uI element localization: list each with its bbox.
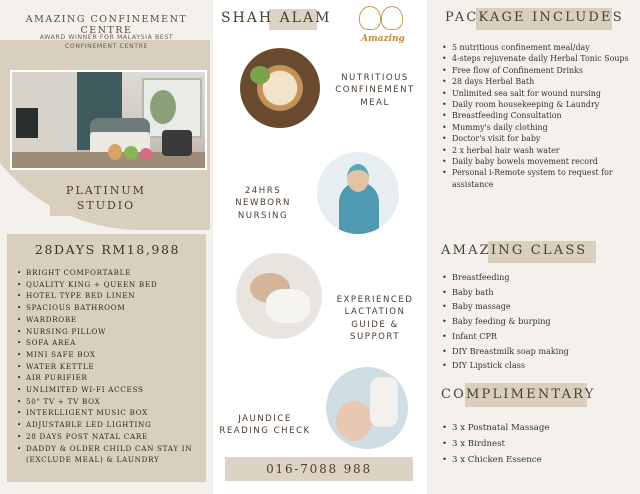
class-list — [441, 270, 637, 373]
package-item: • 2 x herbal hair wash water — [441, 145, 637, 156]
complimentary-item: • 3 x Birdnest — [441, 436, 637, 452]
package-item: • Unlimited sea salt for wound nursing — [441, 88, 637, 99]
amenity-item: • INTERLLIGENT MUSIC BOX — [17, 407, 198, 419]
package-item: • Daily baby bowels movement record — [441, 156, 637, 167]
class-item: • Baby feeding & burping — [441, 314, 637, 329]
baby-icon — [359, 6, 381, 30]
class-item: • Infant CPR — [441, 329, 637, 344]
amenity-item: • ADJUSTABLE LED LIGHTING — [17, 419, 198, 431]
class-item: • DIY Breastmilk soap making — [441, 344, 637, 359]
complimentary-list — [441, 420, 637, 468]
package-item: • 5 nutritious confinement meal/day — [441, 42, 637, 53]
price-box — [7, 234, 206, 482]
centre-title: AMAZING CONFINEMENT CENTRE — [25, 14, 188, 36]
amenity-item: • WARDROBE — [17, 314, 198, 326]
lactation-photo — [236, 253, 322, 339]
service-nursing: 24HRS NEWBORN NURSING — [235, 186, 291, 221]
class-item: • Baby bath — [441, 285, 637, 300]
amenity-item: • MINI SAFE BOX — [17, 349, 198, 361]
amenity-item: • 28 DAYS POST NATAL CARE — [17, 431, 198, 443]
package-price: 28DAYS RM18,988 — [34, 242, 181, 257]
package-item: • Doctor's visit for baby — [441, 133, 637, 144]
class-heading: AMAZING CLASS — [441, 243, 588, 258]
amenity-item: • NURSING PILLOW — [17, 326, 198, 338]
location-name: SHAH ALAM — [221, 10, 332, 26]
meal-photo — [240, 48, 320, 128]
room-type-line1: PLATINUM — [66, 184, 146, 197]
package-item: • Free flow of Confinement Drinks — [441, 65, 637, 76]
package-item: • 4-steps rejuvenate daily Herbal Tonic Soups — [441, 53, 637, 64]
package-list — [441, 42, 637, 190]
room-type-line2: STUDIO — [76, 199, 136, 212]
package-item: • 28 days Herbal Bath — [441, 76, 637, 87]
package-item: • Breastfeeding Consultation — [441, 110, 637, 121]
class-item: • Breastfeeding — [441, 270, 637, 285]
amenity-item: • UNLIMITED WI-FI ACCESS — [17, 384, 198, 396]
package-item: • Personal i-Remote system to request for assistance — [441, 167, 637, 190]
amenity-item: • WATER KETTLE — [17, 361, 198, 373]
amenity-item: • SPACIOUS BATHROOM — [17, 302, 198, 314]
logo-text: Amazing — [361, 34, 405, 44]
middle-panel — [213, 0, 427, 494]
class-item: • Baby massage — [441, 299, 637, 314]
complimentary-heading: COMPLIMENTARY — [441, 387, 596, 402]
service-meal: NUTRITIOUS CONFINEMENT MEAL — [335, 73, 415, 108]
room-photo — [10, 70, 207, 170]
amenity-item: • SOFA AREA — [17, 337, 198, 349]
class-item: • DIY Lipstick class — [441, 358, 637, 373]
amenity-item: • DADDY & OLDER CHILD CAN STAY IN (EXCLUDE MEAL) & LAUNDRY — [17, 443, 198, 466]
amenity-item: • QUALITY KING + QUEEN BED — [17, 279, 198, 291]
amenity-item: • HOTEL TYPE BED LINEN — [17, 290, 198, 302]
package-item: • Mummy's daily clothing — [441, 122, 637, 133]
nurse-photo — [317, 152, 399, 234]
brand-logo — [353, 4, 411, 52]
package-heading: PACKAGE INCLUDES — [445, 10, 624, 25]
amenity-item: • 50" TV + TV BOX — [17, 396, 198, 408]
jaundice-photo — [326, 367, 408, 449]
right-panel — [427, 0, 640, 494]
amenity-list — [17, 267, 198, 466]
service-jaundice: JAUNDICE READING CHECK — [219, 414, 311, 437]
amenity-item: • AIR PURIFIER — [17, 372, 198, 384]
complimentary-item: • 3 x Postnatal Massage — [441, 420, 637, 436]
left-panel — [0, 0, 213, 494]
award-subtitle: AWARD WINNER FOR MALAYSIA BEST CONFINEMENT CENTRE — [39, 34, 174, 50]
service-lactation: EXPERIENCED LACTATION GUIDE & SUPPORT — [336, 295, 414, 342]
package-item: • Daily room housekeeping & Laundry — [441, 99, 637, 110]
room-type-label — [50, 180, 162, 216]
amenity-item: • BRIGHT COMFORTABLE — [17, 267, 198, 279]
complimentary-item: • 3 x Chicken Essence — [441, 452, 637, 468]
baby-icon — [381, 6, 403, 30]
phone-number[interactable]: 016-7088 988 — [225, 457, 413, 481]
